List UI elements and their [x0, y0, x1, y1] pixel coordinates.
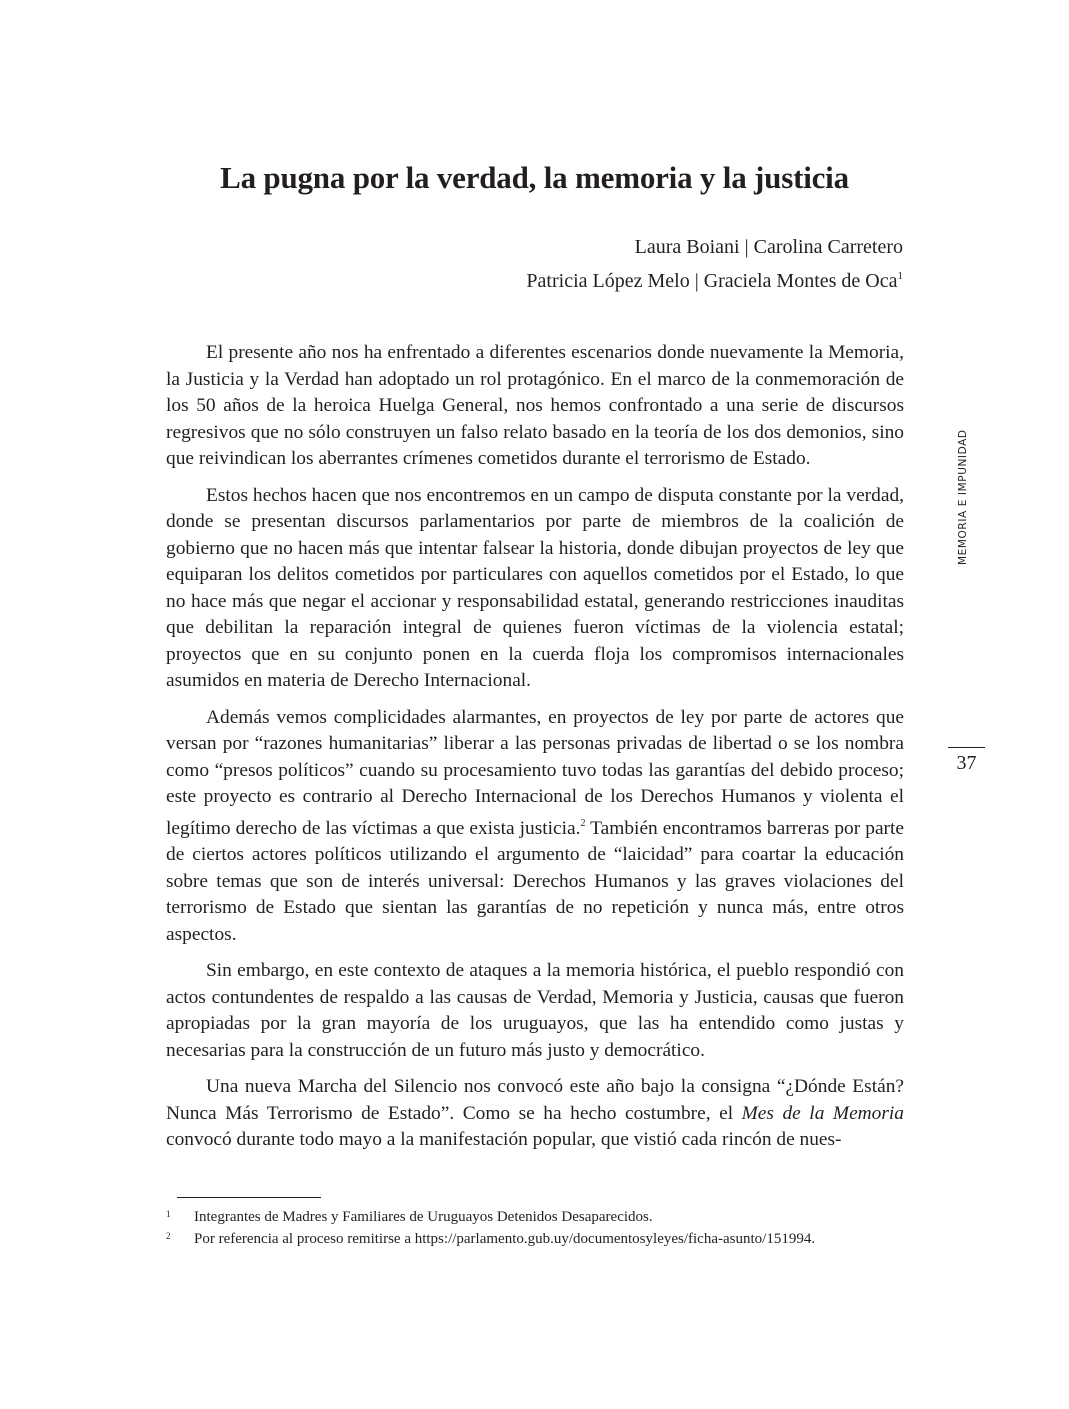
footnote-1: [166, 1206, 906, 1228]
author-line-2: [526, 262, 903, 296]
author-line-1: Laura Boiani | Carolina Carretero: [634, 236, 903, 258]
article-title: La pugna por la verdad, la memoria y la justicia: [220, 160, 849, 195]
paragraph-5: [166, 1074, 904, 1154]
author-block: [526, 233, 903, 296]
page-number-rule: [948, 747, 985, 748]
footnote-ref-1[interactable]: 1: [897, 270, 903, 282]
paragraph-4: Sin embargo, en este contexto de ataques a la memoria histórica, el pueblo respondió con actos contundentes de respaldo a las causas de Verdad, Memoria y Justicia, causas que fueron apropiadas por la gran mayoría de los uruguayos, que las ha entendido como justas y necesarias para la construcción de un futuro más justo y democrático.: [166, 960, 904, 1061]
footnote-divider: [177, 1197, 321, 1198]
page-number: 37: [956, 752, 977, 774]
section-label-text: MEMORIA E IMPUNIDAD: [957, 429, 969, 565]
paragraph-3: [166, 705, 904, 949]
paragraph-5-part-a: Una nueva Marcha del Silencio nos convocó este año bajo la consigna “¿Dónde Están? Nunca Más Terrorismo de Estado”. Como se ha hecho costumbre, el: [166, 1076, 904, 1124]
paragraph-3-part-a: Además vemos complicidades alarmantes, en proyectos de ley por parte de actores que versan por “razones humanitarias” liberar a las personas privadas de libertad o se los nombra como “presos políticos” cuando su procesamiento tuvo todas las garantías del debido proceso; este proyecto es contrario al Derecho Internacional de los Derechos Humanos y violenta el legítimo derecho de las víctimas a que exista justicia.: [166, 706, 904, 839]
running-section-label: [957, 420, 973, 565]
footnote-2: [166, 1228, 906, 1250]
footnote-1-number: 1: [166, 1209, 171, 1219]
author-line-2-text: Patricia López Melo | Graciela Montes de Oca: [526, 270, 898, 292]
footnote-1-text: Integrantes de Madres y Familiares de Uruguayos Detenidos Desaparecidos.: [194, 1209, 653, 1225]
article-body: [166, 340, 904, 1164]
footnote-ref-2[interactable]: 2: [580, 817, 586, 829]
paragraph-5-part-b: convocó durante todo mayo a la manifestación popular, que vistió cada rincón de nues-: [166, 1129, 842, 1150]
paragraph-3-part-b: También encontramos barreras por parte de ciertos actores políticos utilizando el argumento de “laicidad” para coartar la educación sobre temas que son de interés universal: Derechos Humanos y las graves violaciones del terrorismo de Estado que sientan las garantías de no repetición y nunca más, entre otros aspectos.: [166, 817, 904, 945]
paragraph-5-italic: Mes de la Memoria: [741, 1102, 904, 1124]
footnotes: [166, 1206, 906, 1250]
footnote-2-text: Por referencia al proceso remitirse a https://parlamento.gub.uy/documentosyleyes/ficha-asunto/151994.: [194, 1231, 816, 1247]
paragraph-2: Estos hechos hacen que nos encontremos en un campo de disputa constante por la verdad, donde se presentan discursos parlamentarios por parte de miembros de la coalición de gobierno que no hacen más que intentar falsear la historia, donde dibujan proyectos de ley que equiparan los delitos cometidos por particulares con aquellos cometidos por el Estado, lo que no hace más que negar el accionar y responsabilidad estatal, generando restricciones inauditas que debilitan la reparación integral de quienes fueron víctimas de la violencia estatal; proyectos que en su conjunto ponen en la cuerda floja los compromisos internacionales asumidos en materia de Derecho Internacional.: [166, 484, 904, 691]
paragraph-1: El presente año nos ha enfrentado a diferentes escenarios donde nuevamente la Memoria, la Justicia y la Verdad han adoptado un rol protagónico. En el marco de la conmemoración de los 50 años de la heroica Huelga General, nos hemos confrontado a una serie de discursos regresivos que no sólo construyen un falso relato basado en la teoría de los dos demonios, sino que reivindican los aberrantes crímenes cometidos durante el terrorismo de Estado.: [166, 342, 904, 469]
footnote-2-number: 2: [166, 1231, 171, 1241]
